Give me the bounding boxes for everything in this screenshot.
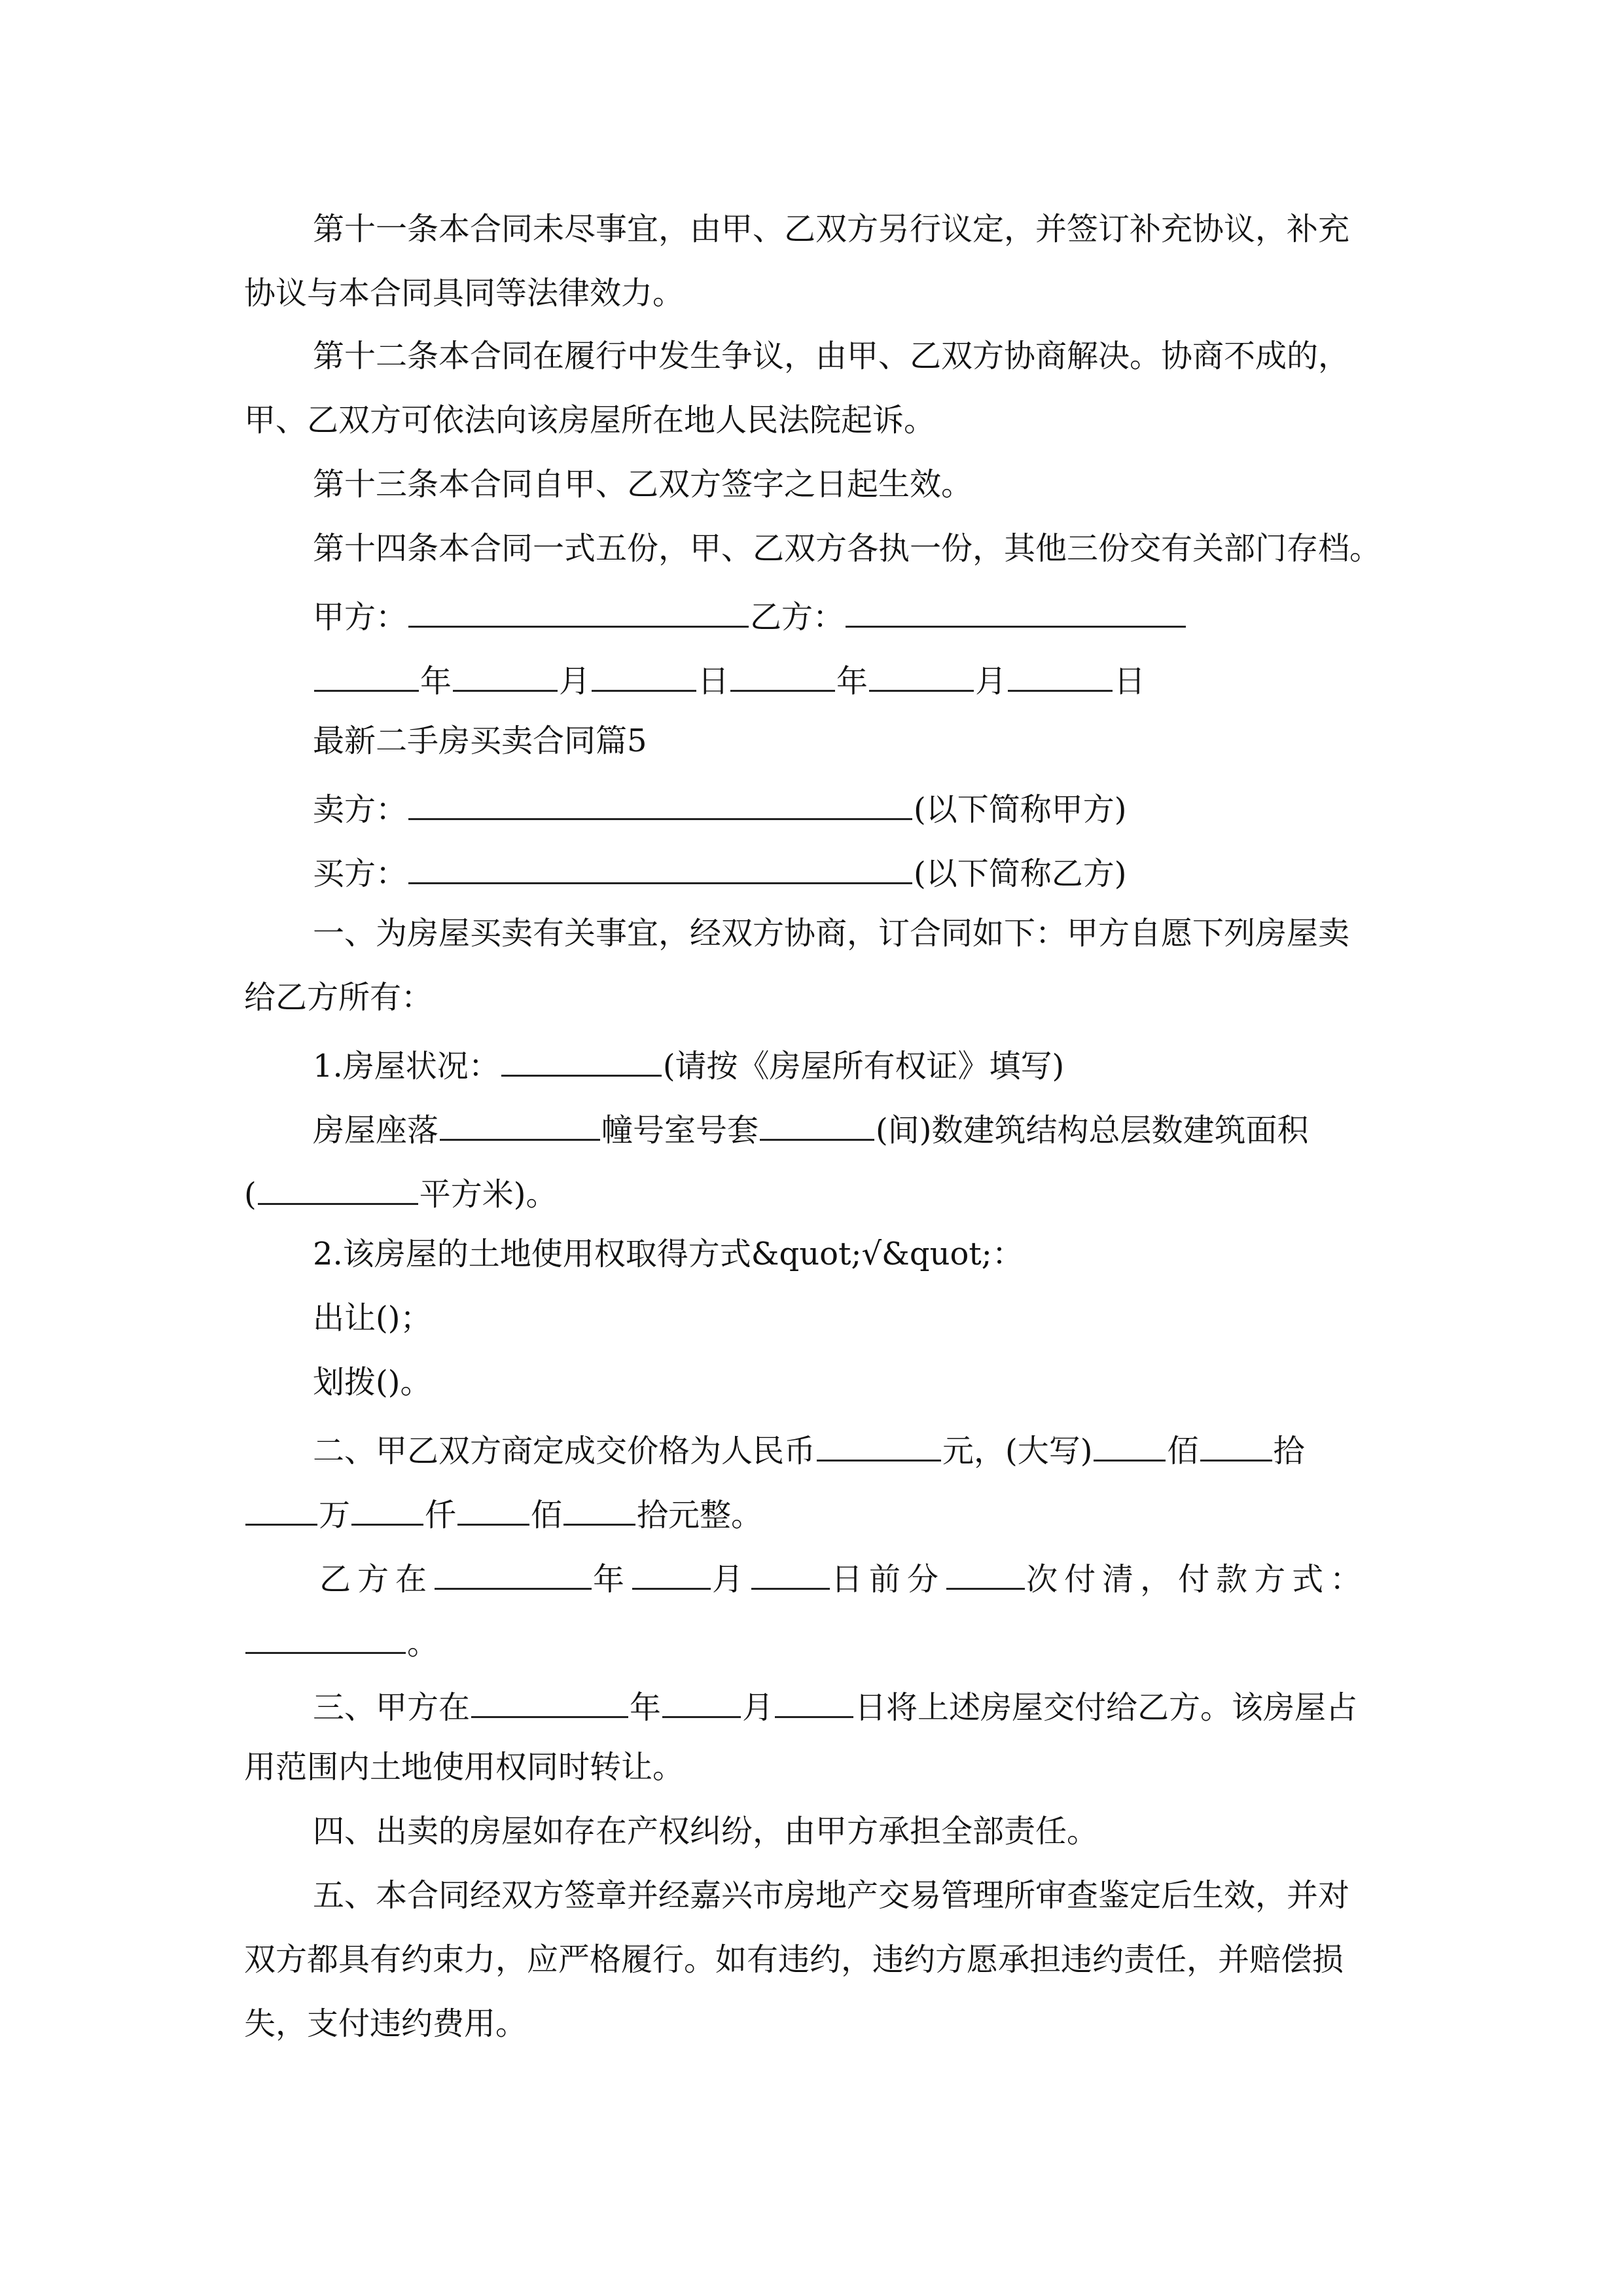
clause-12-line-2: 甲、乙双方可依法向该房屋所在地人民法院起诉。 xyxy=(244,402,936,439)
location-label: 房屋座落 xyxy=(313,1112,439,1149)
date-blank xyxy=(869,657,974,692)
ten-thousand-label: 万 xyxy=(319,1497,351,1534)
price-blank xyxy=(457,1491,529,1526)
transfer-option: 出让()； xyxy=(313,1300,432,1336)
clause-14: 第十四条本合同一式五份，甲、乙双方各执一份，其他三份交有关部门存档。 xyxy=(313,530,1382,567)
seller-label: 卖方： xyxy=(313,791,408,828)
date-blank xyxy=(1008,657,1113,692)
section-title: 最新二手房买卖合同篇5 xyxy=(313,723,647,759)
year-label: 年 xyxy=(836,663,868,700)
party-a-label: 甲方： xyxy=(313,599,408,636)
price-label: 二、甲乙双方商定成交价格为人民币 xyxy=(313,1433,816,1469)
house-location-line xyxy=(313,1106,1309,1149)
house-status-note: (请按《房屋所有权证》填写) xyxy=(662,1048,1065,1085)
month-label: 月 xyxy=(742,1689,774,1726)
price-line-2 xyxy=(244,1491,763,1534)
day-label: 日 xyxy=(1114,663,1146,700)
article-5-line-1: 五、本合同经双方签章并经嘉兴市房地产交易管理所审查鉴定后生效，并对 xyxy=(313,1877,1350,1914)
ten-label: 拾 xyxy=(1273,1433,1305,1469)
buyer-line xyxy=(313,850,1127,892)
period: 。 xyxy=(407,1625,439,1662)
delivery-blank xyxy=(662,1683,741,1718)
payment-blank xyxy=(751,1555,830,1590)
buyer-note: (以下简称乙方) xyxy=(914,855,1127,892)
delivery-blank xyxy=(471,1683,628,1718)
article-4: 四、出卖的房屋如存在产权纠纷，由甲方承担全部责任。 xyxy=(313,1813,1099,1850)
payment-method-line xyxy=(244,1619,439,1662)
house-status-line xyxy=(313,1042,1065,1085)
price-blank xyxy=(1094,1427,1166,1462)
room-blank xyxy=(760,1106,874,1141)
article-1-line-2: 给乙方所有： xyxy=(244,979,433,1016)
payment-label: 乙方在 xyxy=(319,1561,434,1598)
delivery-label: 三、甲方在 xyxy=(313,1689,471,1726)
price-line-1 xyxy=(313,1427,1305,1469)
delivery-line-2: 用范围内土地使用权同时转让。 xyxy=(244,1749,685,1785)
area-line xyxy=(244,1170,558,1213)
payment-line xyxy=(319,1555,1368,1598)
payment-method-blank xyxy=(245,1619,406,1654)
land-use-line: 2.该房屋的土地使用权取得方式&quot;√&quot;： xyxy=(313,1236,1024,1272)
delivery-line-1 xyxy=(313,1683,1358,1726)
month-label: 月 xyxy=(712,1561,751,1598)
thousand-label: 仟 xyxy=(425,1497,457,1534)
price-blank xyxy=(245,1491,317,1526)
price-blank xyxy=(563,1491,635,1526)
allocation-option: 划拨()。 xyxy=(313,1364,432,1401)
day-label: 日前分 xyxy=(831,1561,946,1598)
price-blank xyxy=(1200,1427,1272,1462)
clause-13: 第十三条本合同自甲、乙双方签字之日起生效。 xyxy=(313,466,973,503)
price-blank xyxy=(351,1491,423,1526)
area-blank xyxy=(258,1170,418,1205)
month-label: 月 xyxy=(975,663,1007,700)
month-label: 月 xyxy=(559,663,591,700)
building-label: 幢号室号套 xyxy=(601,1112,759,1149)
payment-blank xyxy=(435,1555,592,1590)
house-status-label: 1.房屋状况： xyxy=(313,1048,500,1085)
party-b-label: 乙方： xyxy=(750,599,845,636)
date-blank xyxy=(592,657,696,692)
hundred-label: 佰 xyxy=(1167,1433,1199,1469)
seller-note: (以下简称甲方) xyxy=(914,791,1127,828)
delivery-blank xyxy=(775,1683,853,1718)
year-label: 年 xyxy=(593,1561,632,1598)
house-status-blank xyxy=(501,1042,662,1077)
article-1-line-1: 一、为房屋买卖有关事宜，经双方协商，订合同如下：甲方自愿下列房屋卖 xyxy=(313,915,1350,952)
clause-12-line-1: 第十二条本合同在履行中发生争议，由甲、乙双方协商解决。协商不成的， xyxy=(313,338,1350,374)
year-label: 年 xyxy=(630,1689,662,1726)
clause-11-line-1: 第十一条本合同未尽事宜，由甲、乙双方另行议定，并签订补充协议，补充 xyxy=(313,211,1350,247)
area-unit: 平方米)。 xyxy=(419,1176,558,1213)
buyer-label: 买方： xyxy=(313,855,408,892)
price-blank xyxy=(817,1427,941,1462)
date-blank xyxy=(730,657,835,692)
date-blank xyxy=(314,657,419,692)
date-blank xyxy=(453,657,558,692)
date-line xyxy=(313,657,1146,700)
article-5-line-3: 失，支付违约费用。 xyxy=(244,2005,527,2042)
payment-method-label: 次付清，付款方式： xyxy=(1026,1561,1368,1598)
day-label: 日 xyxy=(698,663,730,700)
seller-line xyxy=(313,785,1127,828)
seller-blank xyxy=(408,785,912,820)
payment-blank xyxy=(946,1555,1025,1590)
article-5-line-2: 双方都具有约束力，应严格履行。如有违约，违约方愿承担违约责任，并赔偿损 xyxy=(244,1941,1344,1978)
delivery-text: 日将上述房屋交付给乙方。该房屋占 xyxy=(855,1689,1358,1726)
signature-line xyxy=(313,593,1187,636)
buyer-blank xyxy=(408,850,912,884)
area-open-paren: ( xyxy=(244,1176,257,1213)
location-blank xyxy=(440,1106,600,1141)
party-b-blank xyxy=(846,593,1186,628)
payment-blank xyxy=(632,1555,711,1590)
price-unit: 元，(大写) xyxy=(942,1433,1093,1469)
ten-yuan-label: 拾元整。 xyxy=(637,1497,763,1534)
structure-label: (间)数建筑结构总层数建筑面积 xyxy=(876,1112,1309,1149)
hundred-label: 佰 xyxy=(531,1497,563,1534)
clause-11-line-2: 协议与本合同具同等法律效力。 xyxy=(244,275,685,312)
year-label: 年 xyxy=(420,663,452,700)
party-a-blank xyxy=(408,593,749,628)
